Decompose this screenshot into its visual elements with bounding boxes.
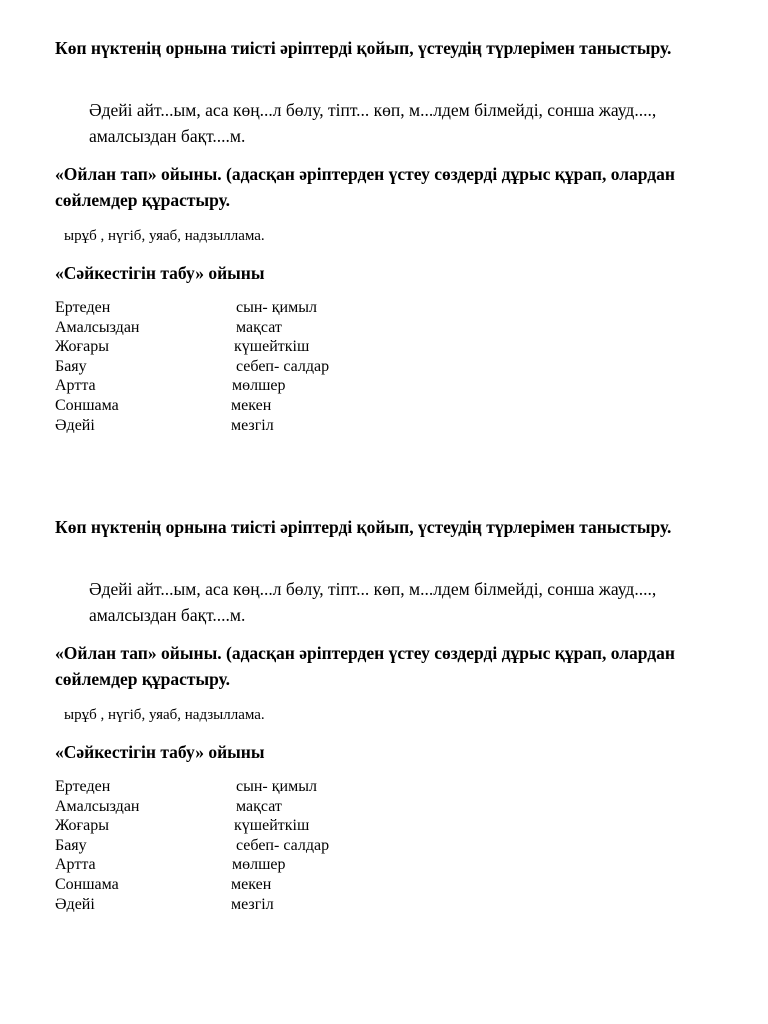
adverb-type: мекен xyxy=(231,397,272,414)
adverb-word: Амалсыздан xyxy=(55,319,140,336)
matching-row xyxy=(0,337,768,357)
adverb-type: мекен xyxy=(231,876,272,893)
adverb-type: себеп- салдар xyxy=(236,358,330,375)
adverb-word: Баяу xyxy=(55,358,87,375)
task3-heading: «Сәйкестігін табу» ойыны xyxy=(55,263,265,283)
matching-row xyxy=(0,396,768,416)
adverb-word: Артта xyxy=(55,856,96,873)
matching-row xyxy=(0,895,768,915)
adverb-type: мақсат xyxy=(236,319,282,336)
matching-row xyxy=(0,416,768,436)
adverb-word: Жоғары xyxy=(55,338,109,355)
task1-heading: Көп нүктенің орнына тиісті әріптерді қойып, үстеудің түрлерімен таныстыру. xyxy=(55,38,672,58)
adverb-type: мақсат xyxy=(236,798,282,815)
adverb-type: мезгіл xyxy=(231,896,274,913)
adverb-word: Ертеден xyxy=(55,778,111,795)
matching-row xyxy=(0,318,768,338)
task2-scrambled-words: ырұб , нүгіб, уяаб, надзыллама. xyxy=(64,707,265,723)
matching-row xyxy=(0,357,768,377)
task2-heading: «Ойлан тап» ойыны. (адасқан әріптерден үстеу сөздерді дұрыс құрап, олардан сөйлемдер құрастыру. xyxy=(55,643,675,689)
matching-row xyxy=(0,875,768,895)
matching-row xyxy=(0,797,768,817)
adverb-word: Ертеден xyxy=(55,299,111,316)
adverb-type: сын- қимыл xyxy=(236,299,317,316)
adverb-word: Соншама xyxy=(55,397,119,414)
matching-row xyxy=(0,855,768,875)
adverb-word: Артта xyxy=(55,377,96,394)
task1-sentence: Әдейі айт...ым, аса көң...л бөлу, тіпт... көп, м...лдем білмейді, сонша жауд...., амалсыздан бақт....м. xyxy=(89,579,657,625)
adverb-type: мезгіл xyxy=(231,417,274,434)
adverb-type: сын- қимыл xyxy=(236,778,317,795)
matching-row xyxy=(0,816,768,836)
adverb-type: күшейткіш xyxy=(234,817,310,834)
adverb-type: мөлшер xyxy=(232,377,286,394)
adverb-word: Соншама xyxy=(55,876,119,893)
task2-scrambled-words: ырұб , нүгіб, уяаб, надзыллама. xyxy=(64,228,265,244)
adverb-word: Әдейі xyxy=(55,896,95,913)
adverb-word: Жоғары xyxy=(55,817,109,834)
adverb-type: күшейткіш xyxy=(234,338,310,355)
task2-heading: «Ойлан тап» ойыны. (адасқан әріптерден үстеу сөздерді дұрыс құрап, олардан сөйлемдер құрастыру. xyxy=(55,164,675,210)
task1-sentence: Әдейі айт...ым, аса көң...л бөлу, тіпт... көп, м...лдем білмейді, сонша жауд...., амалсыздан бақт....м. xyxy=(89,100,657,146)
adverb-word: Баяу xyxy=(55,837,87,854)
adverb-type: себеп- салдар xyxy=(236,837,330,854)
task3-heading: «Сәйкестігін табу» ойыны xyxy=(55,742,265,762)
matching-row xyxy=(0,298,768,318)
adverb-word: Әдейі xyxy=(55,417,95,434)
matching-row xyxy=(0,376,768,396)
adverb-type: мөлшер xyxy=(232,856,286,873)
matching-row xyxy=(0,836,768,856)
adverb-word: Амалсыздан xyxy=(55,798,140,815)
matching-row xyxy=(0,777,768,797)
task1-heading: Көп нүктенің орнына тиісті әріптерді қойып, үстеудің түрлерімен таныстыру. xyxy=(55,517,672,537)
